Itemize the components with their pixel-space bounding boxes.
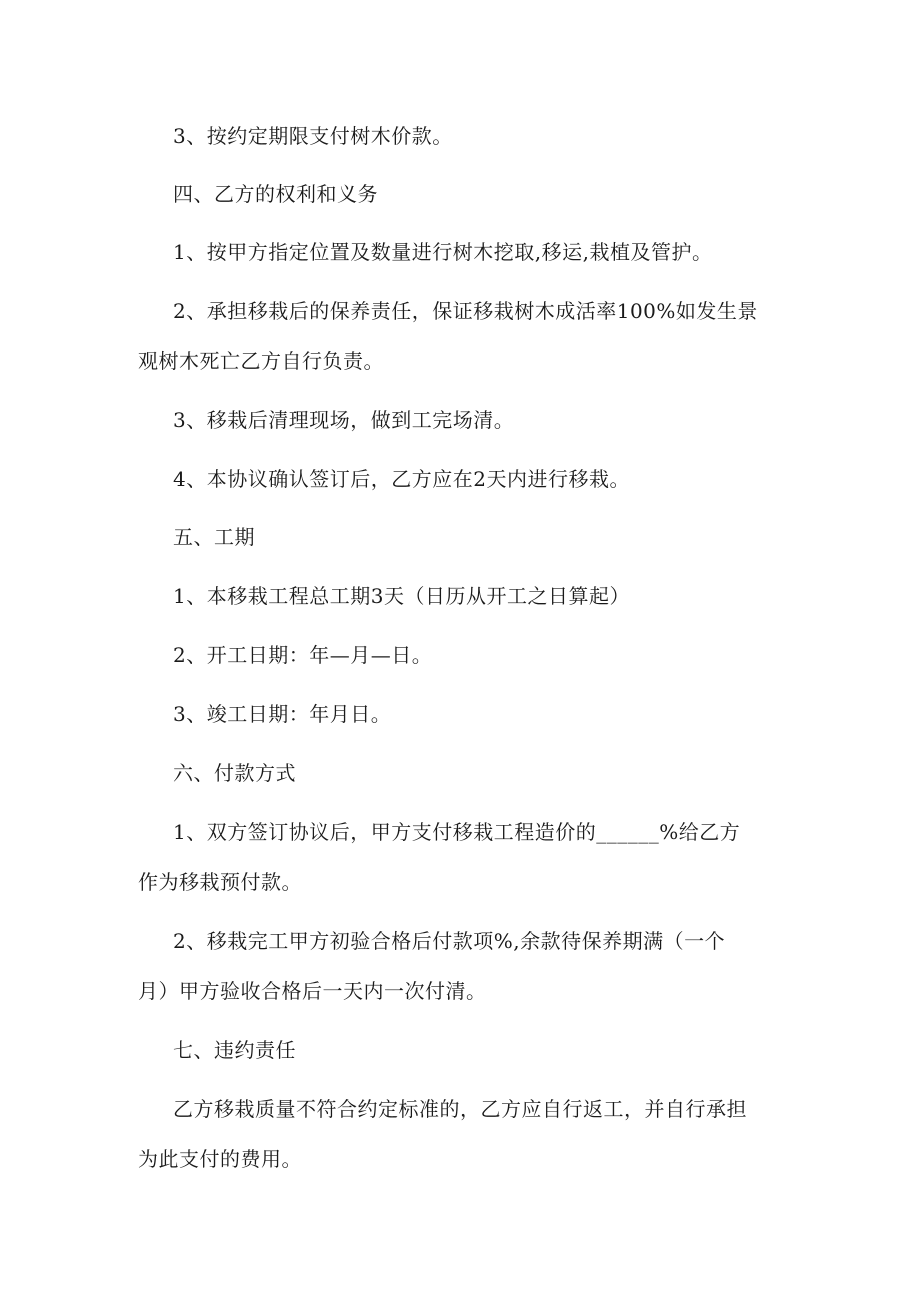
section-5-heading: 五、工期 [173,525,255,549]
clause-6-1-line1: 1、双方签订协议后，甲方支付移栽工程造价的______%给乙方 [173,820,741,844]
clause-4-4: 4、本协议确认签订后，乙方应在2天内进行移栽。 [173,467,630,491]
clause-7-line1: 乙方移栽质量不符合约定标准的，乙方应自行返工，并自行承担 [173,1097,747,1121]
clause-5-2: 2、开工日期：年—月—日。 [173,643,433,667]
section-6-heading: 六、付款方式 [173,761,296,785]
clause-3-pay-price: 3、按约定期限支付树木价款。 [173,124,453,148]
clause-5-1: 1、本移栽工程总工期3天（日历从开工之日算起） [173,584,630,608]
clause-7-line2: 为此支付的费用。 [138,1147,302,1171]
clause-6-1-line2: 作为移栽预付款。 [138,870,302,894]
clause-6-2-line1: 2、移栽完工甲方初验合格后付款项%,余款待保养期满（一个 [173,929,726,953]
section-4-heading: 四、乙方的权利和义务 [173,182,378,206]
clause-5-3: 3、竣工日期：年月日。 [173,702,392,726]
clause-4-2-line1: 2、承担移栽后的保养责任，保证移栽树木成活率100%如发生景 [173,299,758,323]
clause-4-1: 1、按甲方指定位置及数量进行树木挖取,移运,栽植及管护。 [173,240,713,264]
clause-4-2-line2: 观树木死亡乙方自行负责。 [138,349,384,373]
clause-4-3: 3、移栽后清理现场，做到工完场清。 [173,408,515,432]
clause-6-2-line2: 月）甲方验收合格后一天内一次付清。 [138,979,487,1003]
section-7-heading: 七、违约责任 [173,1038,296,1062]
